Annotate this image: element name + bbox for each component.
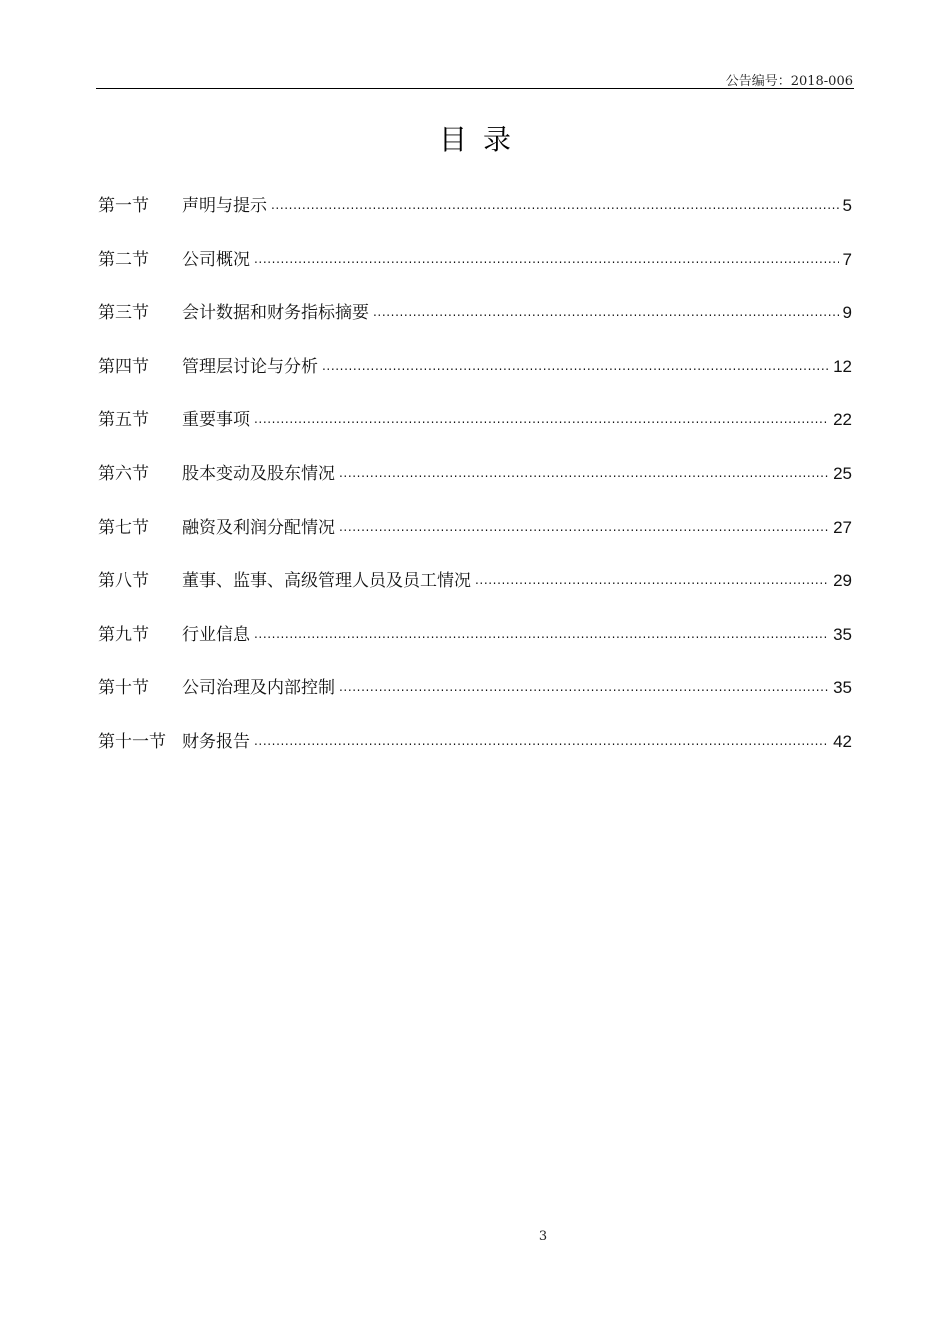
toc-dot-leader <box>339 515 829 541</box>
toc-page-number: 29 <box>833 571 852 591</box>
toc-entry[interactable] <box>98 675 852 729</box>
toc-section-number: 第一节 <box>98 196 149 216</box>
toc-dot-leader <box>254 247 839 273</box>
toc-section-title: 重要事项 <box>182 410 250 431</box>
toc-section-number: 第六节 <box>98 463 149 484</box>
toc-section-title: 会计数据和财务指标摘要 <box>182 303 369 324</box>
toc-section-number: 第二节 <box>98 249 149 270</box>
toc-section-title: 公司概况 <box>182 249 250 270</box>
table-of-contents <box>98 193 852 783</box>
toc-dot-leader <box>254 622 829 648</box>
toc-entry[interactable] <box>98 729 852 783</box>
toc-entry[interactable] <box>98 407 852 461</box>
toc-section-number: 第九节 <box>98 624 149 645</box>
toc-section-title: 声明与提示 <box>182 196 267 216</box>
toc-entry[interactable] <box>98 515 852 569</box>
toc-dot-leader <box>339 675 829 701</box>
toc-dot-leader <box>373 300 839 326</box>
toc-section-title: 股本变动及股东情况 <box>182 463 335 484</box>
toc-page-number: 42 <box>833 731 852 751</box>
toc-dot-leader <box>254 729 829 755</box>
toc-page-number: 25 <box>833 463 852 483</box>
page-number: 3 <box>538 1229 548 1244</box>
toc-section-title: 公司治理及内部控制 <box>182 678 335 699</box>
toc-page-number: 12 <box>833 356 852 376</box>
toc-dot-leader <box>475 568 829 594</box>
toc-section-title: 行业信息 <box>182 624 250 645</box>
toc-section-number: 第八节 <box>98 571 149 592</box>
toc-section-title: 财务报告 <box>182 731 250 752</box>
toc-entry[interactable] <box>98 622 852 676</box>
toc-section-number: 第三节 <box>98 303 149 324</box>
toc-entry[interactable] <box>98 300 852 354</box>
toc-section-number: 第四节 <box>98 356 149 377</box>
toc-dot-leader <box>271 193 839 219</box>
toc-page-number: 22 <box>833 410 852 430</box>
toc-section-number: 第十一节 <box>98 731 166 752</box>
toc-section-title: 融资及利润分配情况 <box>182 517 335 538</box>
toc-page-number: 35 <box>833 678 852 698</box>
toc-section-title: 董事、监事、高级管理人员及员工情况 <box>182 571 471 592</box>
toc-entry[interactable] <box>98 568 852 622</box>
toc-section-number: 第十节 <box>98 678 149 699</box>
header-divider <box>96 88 854 89</box>
toc-dot-leader <box>339 461 829 487</box>
page-title: 目录 <box>438 123 527 156</box>
toc-page-number: 5 <box>842 196 852 215</box>
toc-section-title: 管理层讨论与分析 <box>182 356 318 377</box>
toc-entry[interactable] <box>98 461 852 515</box>
toc-page-number: 27 <box>833 517 852 537</box>
toc-dot-leader <box>254 407 829 433</box>
toc-dot-leader <box>322 354 829 380</box>
toc-section-number: 第五节 <box>98 410 149 431</box>
toc-entry[interactable] <box>98 193 852 247</box>
toc-page-number: 9 <box>842 303 852 323</box>
toc-page-number: 35 <box>833 624 852 644</box>
announcement-number: 公告编号：2018-006 <box>725 74 853 89</box>
toc-section-number: 第七节 <box>98 517 149 538</box>
toc-page-number: 7 <box>842 249 852 269</box>
toc-entry[interactable] <box>98 247 852 301</box>
toc-entry[interactable] <box>98 354 852 408</box>
